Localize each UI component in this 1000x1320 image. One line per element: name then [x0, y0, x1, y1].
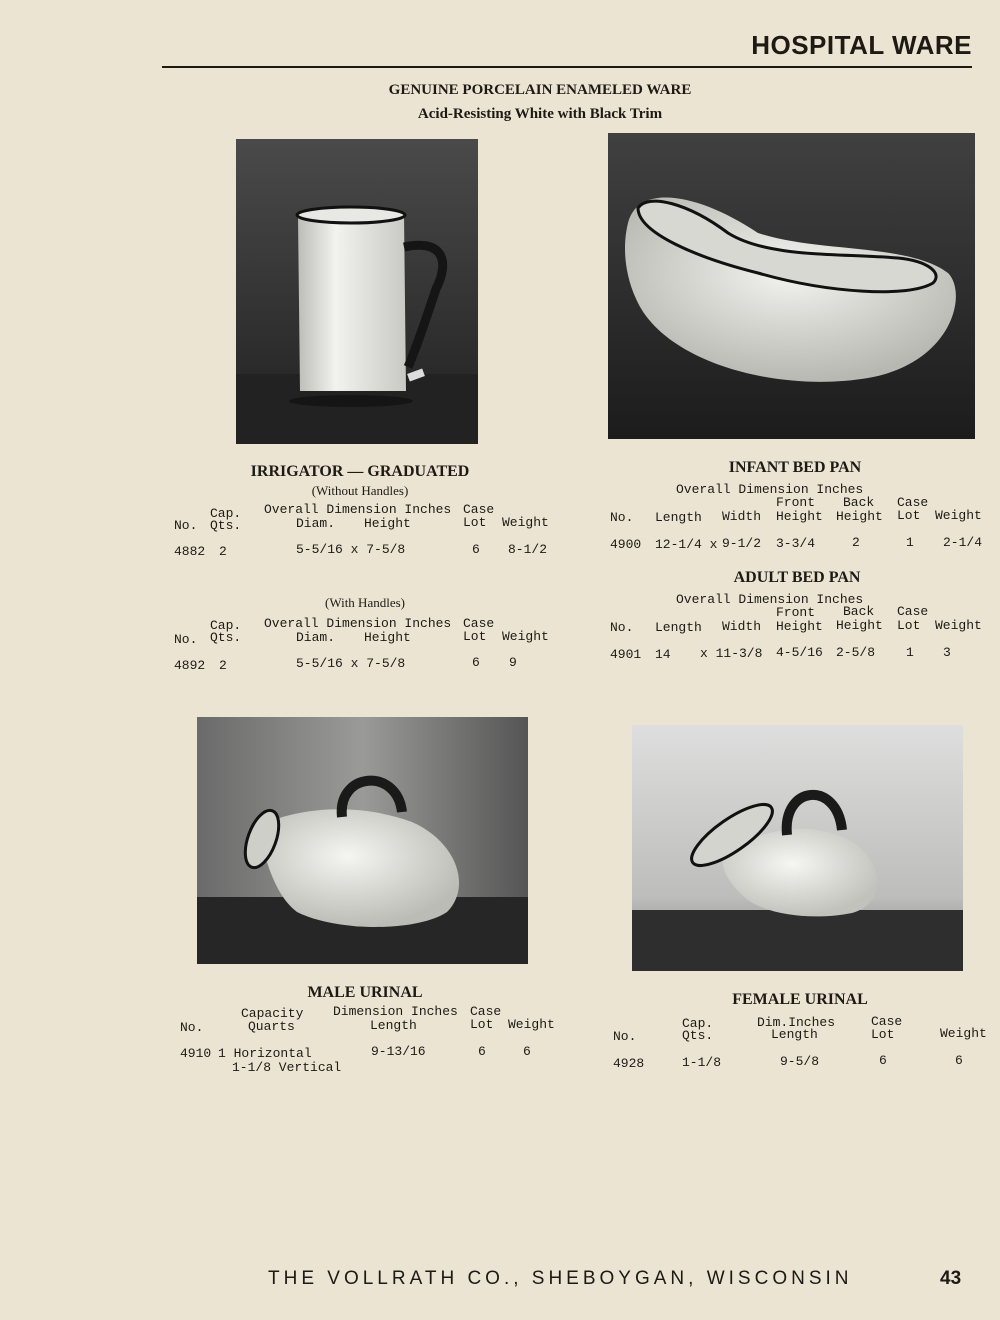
infant-bed-pan-title: INFANT BED PAN	[728, 459, 862, 476]
col-header-front-height: Height	[776, 509, 823, 524]
intro-line-1: GENUINE PORCELAIN ENAMELED WARE	[388, 82, 692, 98]
cell-case: 6	[472, 655, 480, 670]
col-header-cap: Cap.	[210, 618, 242, 633]
cell-case: 1	[906, 645, 914, 660]
col-header-length: Length	[655, 620, 702, 635]
col-header-front: Front	[776, 605, 816, 620]
col-header-lot: Lot	[463, 629, 487, 644]
col-header-cap: Cap.	[210, 506, 242, 521]
cell-width: x 11-3/8	[700, 646, 763, 661]
cell-weight: 2-1/4	[943, 535, 983, 550]
col-header-lot: Lot	[470, 1017, 494, 1032]
col-header-cap: Cap.	[682, 1016, 714, 1031]
cell-no: 4900	[610, 537, 642, 552]
cell-back-height: 2	[852, 535, 860, 550]
col-header-front-height: Height	[776, 619, 823, 634]
col-header-case: Case	[463, 616, 495, 631]
cell-no: 4910	[180, 1046, 212, 1061]
col-header-length: Length	[370, 1018, 417, 1033]
infant-bed-pan-photo	[608, 133, 975, 439]
col-header-case: Case	[897, 495, 929, 510]
cell-case: 6	[472, 542, 480, 557]
col-header-case: Case	[463, 502, 495, 517]
col-header-length: Length	[771, 1027, 818, 1042]
col-header-case: Case	[871, 1014, 903, 1029]
col-header-diam: Diam.	[296, 630, 336, 645]
col-header-width: Width	[722, 619, 762, 634]
col-header-back: Back	[843, 495, 875, 510]
cell-weight: 6	[955, 1053, 963, 1068]
cell-case: 1	[906, 535, 914, 550]
cell-no: 4901	[610, 647, 642, 662]
col-header-case: Case	[470, 1004, 502, 1019]
cell-weight: 8-1/2	[508, 542, 548, 557]
col-header-back: Back	[843, 604, 875, 619]
col-header-dim-group: Overall Dimension Inches	[264, 502, 452, 517]
cell-front-height: 4-5/16	[776, 645, 823, 660]
cell-weight: 9	[509, 655, 517, 670]
col-header-height: Height	[364, 516, 411, 531]
col-header-weight: Weight	[502, 629, 549, 644]
col-header-quarts: Quarts	[248, 1019, 295, 1034]
female-urinal-photo	[632, 725, 963, 971]
col-header-lot: Lot	[897, 618, 921, 633]
cell-length: 12-1/4 x	[655, 537, 718, 552]
female-urinal-title: FEMALE URINAL	[732, 991, 868, 1008]
col-header-back-height: Height	[836, 618, 883, 633]
col-header-dim-group: Overall Dimension Inches	[676, 592, 864, 607]
col-header-back-height: Height	[836, 509, 883, 524]
col-header-lot: Lot	[871, 1027, 895, 1042]
section-title: HOSPITAL WARE	[751, 30, 972, 60]
col-header-qts: Qts.	[210, 630, 242, 645]
col-header-qts: Qts.	[682, 1028, 714, 1043]
col-header-qts: Qts.	[210, 518, 242, 533]
col-header-dim-group: Overall Dimension Inches	[676, 482, 864, 497]
col-header-diam: Diam.	[296, 516, 336, 531]
col-header-lot: Lot	[463, 515, 487, 530]
cell-case: 6	[478, 1044, 486, 1059]
col-header-no: No.	[613, 1029, 637, 1044]
irrigator-title: IRRIGATOR — GRADUATED	[250, 463, 470, 480]
col-header-no: No.	[610, 620, 634, 635]
col-header-capacity: Capacity	[241, 1006, 304, 1021]
cell-cap: 1-1/8	[682, 1055, 722, 1070]
col-header-weight: Weight	[508, 1017, 555, 1032]
footer-company: THE VOLLRATH CO., SHEBOYGAN, WISCONSIN	[268, 1268, 853, 1289]
cell-dim: 5-5/16 x 7-5/8	[296, 542, 406, 557]
cell-cap: 2	[219, 658, 227, 673]
col-header-no: No.	[180, 1020, 204, 1035]
cell-case: 6	[879, 1053, 887, 1068]
cell-no: 4892	[174, 658, 206, 673]
col-header-front: Front	[776, 495, 816, 510]
cell-cap-horizontal: 1 Horizontal	[218, 1046, 312, 1061]
male-urinal-photo	[197, 717, 528, 964]
col-header-dim-group: Overall Dimension Inches	[264, 616, 452, 631]
cell-width: 9-1/2	[722, 536, 762, 551]
irrigator-subtitle-2: (With Handles)	[325, 595, 405, 610]
col-header-weight: Weight	[935, 508, 982, 523]
col-header-no: No.	[610, 510, 634, 525]
adult-bed-pan-title: ADULT BED PAN	[733, 569, 861, 586]
col-header-weight: Weight	[935, 618, 982, 633]
col-header-length: Length	[655, 510, 702, 525]
cell-no: 4928	[613, 1056, 645, 1071]
cell-front-height: 3-3/4	[776, 536, 816, 551]
col-header-lot: Lot	[897, 508, 921, 523]
cell-weight: 3	[943, 645, 951, 660]
col-header-width: Width	[722, 509, 762, 524]
intro-line-2: Acid-Resisting White with Black Trim	[417, 106, 663, 122]
cell-no: 4882	[174, 544, 206, 559]
col-header-height: Height	[364, 630, 411, 645]
cell-weight: 6	[523, 1044, 531, 1059]
cell-length: 14	[655, 647, 671, 662]
cell-dim: 5-5/16 x 7-5/8	[296, 656, 406, 671]
col-header-case: Case	[897, 604, 929, 619]
col-header-dim: Dimension Inches	[333, 1004, 458, 1019]
cell-length: 9-13/16	[371, 1044, 426, 1059]
page-number: 43	[940, 1268, 962, 1289]
irrigator-subtitle-1: (Without Handles)	[311, 483, 409, 498]
cell-cap-vertical: 1-1/8 Vertical	[232, 1060, 342, 1075]
header-rule	[162, 66, 972, 68]
cell-length: 9-5/8	[780, 1054, 820, 1069]
cell-cap: 2	[219, 544, 227, 559]
col-header-dim: Dim.Inches	[757, 1015, 836, 1030]
col-header-no: No.	[174, 518, 198, 533]
irrigator-photo	[236, 139, 478, 444]
cell-back-height: 2-5/8	[836, 645, 876, 660]
col-header-no: No.	[174, 632, 198, 647]
col-header-weight: Weight	[940, 1026, 987, 1041]
col-header-weight: Weight	[502, 515, 549, 530]
male-urinal-title: MALE URINAL	[307, 984, 423, 1001]
